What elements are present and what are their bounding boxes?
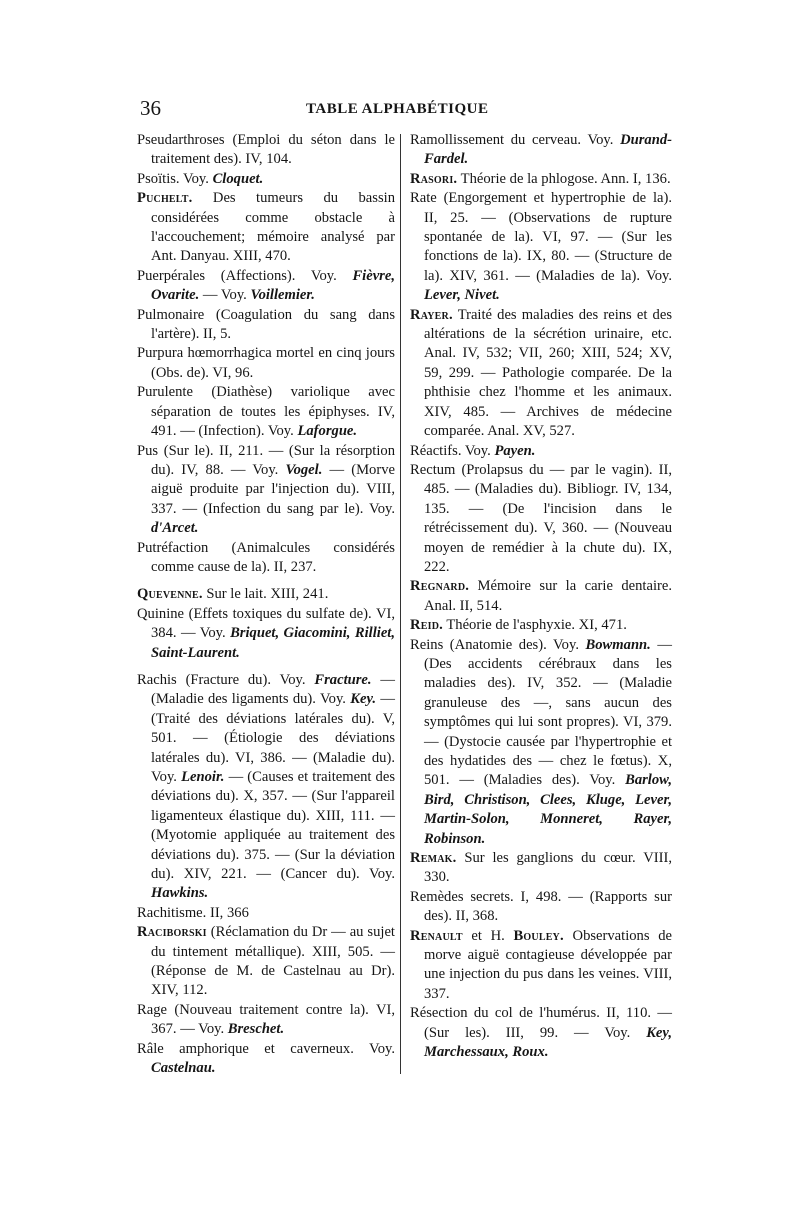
index-entry: [137, 383, 395, 441]
index-entry: [137, 1040, 395, 1079]
cross-reference: Breschet.: [227, 1021, 285, 1038]
cross-reference: Castelnau.: [151, 1060, 216, 1077]
entry-text: et H.: [462, 927, 514, 944]
index-entry: [410, 131, 672, 170]
index-entry: [137, 189, 395, 267]
entry-text: Traité des maladies des reins et des altérations de la sécrétion urinaire, etc. Anal. IV, 532; VII, 260; XIII, 524; XV, 59, 299. — Pathologie comparée. De la phthisie chez l'homme et les animaux. XIV, 485. — Archives de médecine comparée. Anal. XV, 527.: [424, 306, 672, 440]
entry-text: — Voy.: [199, 287, 251, 304]
index-entry: [410, 1004, 672, 1062]
page-number: 36: [140, 96, 161, 120]
entry-text: Pseudarthroses (Emploi du séton dans le traitement des). IV, 104.: [137, 132, 395, 168]
entry-text: Mémoire sur la carie dentaire. Anal. II, 514.: [424, 578, 672, 614]
cross-reference: Lenoir.: [181, 769, 225, 785]
cross-reference: Laforgue.: [297, 423, 358, 440]
entry-text: Remèdes secrets. I, 498. — (Rapports sur des). II, 368.: [410, 888, 672, 925]
entry-text: Rachis (Fracture du). Voy.: [137, 671, 315, 688]
cross-reference: Briquet, Giacomini, Rilliet, Saint-Laurent.: [151, 625, 395, 661]
index-entry: [137, 904, 395, 923]
cross-reference: Key.: [350, 691, 377, 708]
cross-reference: Key, Marchessaux, Roux.: [424, 1024, 672, 1061]
index-entry: [410, 189, 672, 305]
cross-reference: d'Arcet.: [151, 520, 199, 537]
index-entry: [137, 605, 395, 663]
cross-reference: Cloquet.: [212, 170, 264, 187]
entry-text: — (Maladie des ligaments du). Voy.: [151, 671, 395, 708]
entry-text: Puerpérales (Affections). Voy.: [137, 267, 353, 284]
cross-reference: Voillemier.: [250, 287, 315, 304]
author-name: Regnard.: [410, 578, 470, 595]
index-entry: [410, 888, 672, 927]
entry-text: — (Causes et traitement des déviations du). X, 357. — (Sur l'appareil ligamenteux élastique du). XIII, 111. — (Myotomie appliquée au traitement des déviations du). 375. — (Sur la déviation du). XIV, 221. — (Cancer du). Voy.: [151, 769, 395, 883]
entry-text: Purulente (Diathèse) variolique avec séparation de toutes les épiphyses. IV, 491. — (Infection). Voy.: [137, 384, 395, 440]
entry-text: Théorie de la phlogose. Ann. I, 136.: [457, 170, 671, 187]
column-divider: [400, 134, 401, 1074]
entry-text: Ramollissement du cerveau. Voy.: [410, 132, 621, 148]
index-entry: [137, 131, 395, 170]
entry-text: Observations de morve aiguë contagieuse développée par une injection du pus dans les veines. VIII, 337.: [424, 927, 672, 1002]
entry-text: Rage (Nouveau traitement contre la). VI, 367. — Voy.: [137, 1001, 395, 1038]
entry-text: — (Des accidents cérébraux dans les maladies des). IV, 352. — (Maladie granuleuse des —, sans aucun des symptômes qui lui sont propres). VI, 379. — (Dystocie causée par l'hypertrophie et des hydatides des — chez le fœtus). X, 501. — (Maladies des). Voy.: [424, 636, 672, 789]
entry-text: Des tumeurs du bassin considérées comme obstacle à l'accouchement; mémoire analysé par Ant. Danyau. XIII, 470.: [151, 190, 395, 265]
index-entry: [410, 616, 672, 635]
index-entry: [137, 585, 395, 604]
index-entry: [410, 170, 672, 189]
index-entry: [410, 577, 672, 616]
entry-text: Putréfaction (Animalcules considérés comme cause de la). II, 237.: [137, 539, 395, 575]
entry-text: Reins (Anatomie des). Voy.: [410, 636, 586, 653]
entry-text: Quinine (Effets toxiques du sulfate de). VI, 384. — Voy.: [137, 605, 395, 642]
entry-text: — (Morve aiguë produite par l'injection du). VIII, 337. — (Infection du sang par le). Voy.: [151, 461, 395, 517]
cross-reference: Vogel.: [285, 461, 323, 478]
index-entry: [137, 344, 395, 383]
entry-text: Rectum (Prolapsus du — par le vagin). II, 485. — (Maladies du). Bibliogr. IV, 134, 135. — (De l'incision dans le rétrécissement du). V, 360. — (Nouveau moyen de remédier à la chute du). IX, 222.: [410, 461, 672, 575]
index-entry: [410, 461, 672, 577]
cross-reference: Hawkins.: [151, 885, 209, 902]
entry-text: Réactifs. Voy.: [410, 442, 495, 459]
index-entry: [137, 170, 395, 189]
entry-text: Théorie de l'asphyxie. XI, 471.: [442, 617, 627, 634]
index-entry: [410, 442, 672, 461]
cross-reference: Payen.: [494, 442, 536, 459]
index-entry: [137, 671, 395, 904]
index-entry: [137, 267, 395, 306]
author-name: Quevenne.: [137, 586, 203, 603]
index-entry: [410, 849, 672, 888]
entry-text: — (Traité des déviations latérales du). V, 501. — (Étiologie des déviations latérales du). VI, 386. — (Maladie du). Voy.: [151, 691, 395, 785]
cross-reference: Fracture.: [314, 671, 372, 688]
index-entry: [410, 927, 672, 1005]
cross-reference: Barlow, Bird, Christison, Clees, Kluge, Lever, Martin-Solon, Monneret, Rayer, Robinson.: [424, 772, 672, 847]
left-column: [137, 131, 395, 1079]
index-entry: [137, 1001, 395, 1040]
entry-text: Sur le lait. XIII, 241.: [202, 586, 329, 603]
author-name: Remak.: [410, 850, 457, 867]
index-entry: [410, 636, 672, 849]
entry-text: (Réclamation du Dr — au sujet du tintement métallique). XIII, 505. — (Réponse de M. de Castelnau au Dr). XIV, 112.: [151, 924, 395, 999]
author-name: Reid.: [410, 617, 443, 634]
index-entry: [137, 923, 395, 1001]
cross-reference: Durand-Fardel.: [424, 132, 672, 168]
author-name: Renault: [410, 927, 463, 944]
cross-reference: Bowmann.: [585, 636, 651, 653]
author-name: Raciborski: [137, 924, 207, 941]
index-entry: [137, 539, 395, 578]
index-entry: [410, 306, 672, 442]
entry-text: Psoïtis. Voy.: [137, 170, 213, 187]
author-name: Rayer.: [410, 306, 453, 323]
right-column: [410, 131, 672, 1063]
entry-text: Râle amphorique et caverneux. Voy.: [137, 1040, 395, 1057]
entry-text: Rachitisme. II, 366: [137, 904, 249, 921]
running-title: TABLE ALPHABÉTIQUE: [306, 101, 489, 117]
entry-text: Rate (Engorgement et hypertrophie de la). II, 25. — (Observations de rupture spontanée de la). VI, 97. — (Sur les fonctions de la). IX, 80. — (Structure de la). XIV, 361. — (Maladies de la). Voy.: [410, 190, 672, 284]
entry-text: Pus (Sur le). II, 211. — (Sur la résorption du). IV, 88. — Voy.: [137, 442, 395, 478]
author-name: Rasori.: [410, 170, 458, 187]
entry-text: Résection du col de l'humérus. II, 110. — (Sur les). III, 99. — Voy.: [410, 1005, 672, 1041]
author-name: Puchelt.: [137, 190, 193, 207]
entry-text: Purpura hœmorrhagica mortel en cinq jours (Obs. de). VI, 96.: [137, 345, 395, 381]
page-header: [0, 96, 800, 126]
entry-text: Pulmonaire (Coagulation du sang dans l'artère). II, 5.: [137, 306, 395, 343]
cross-reference: Lever, Nivet.: [424, 287, 500, 304]
entry-text: Sur les ganglions du cœur. VIII, 330.: [424, 850, 672, 886]
author-name: Bouley.: [513, 927, 564, 944]
index-entry: [137, 306, 395, 345]
cross-reference: Fièvre, Ovarite.: [151, 267, 395, 304]
index-entry: [137, 442, 395, 539]
